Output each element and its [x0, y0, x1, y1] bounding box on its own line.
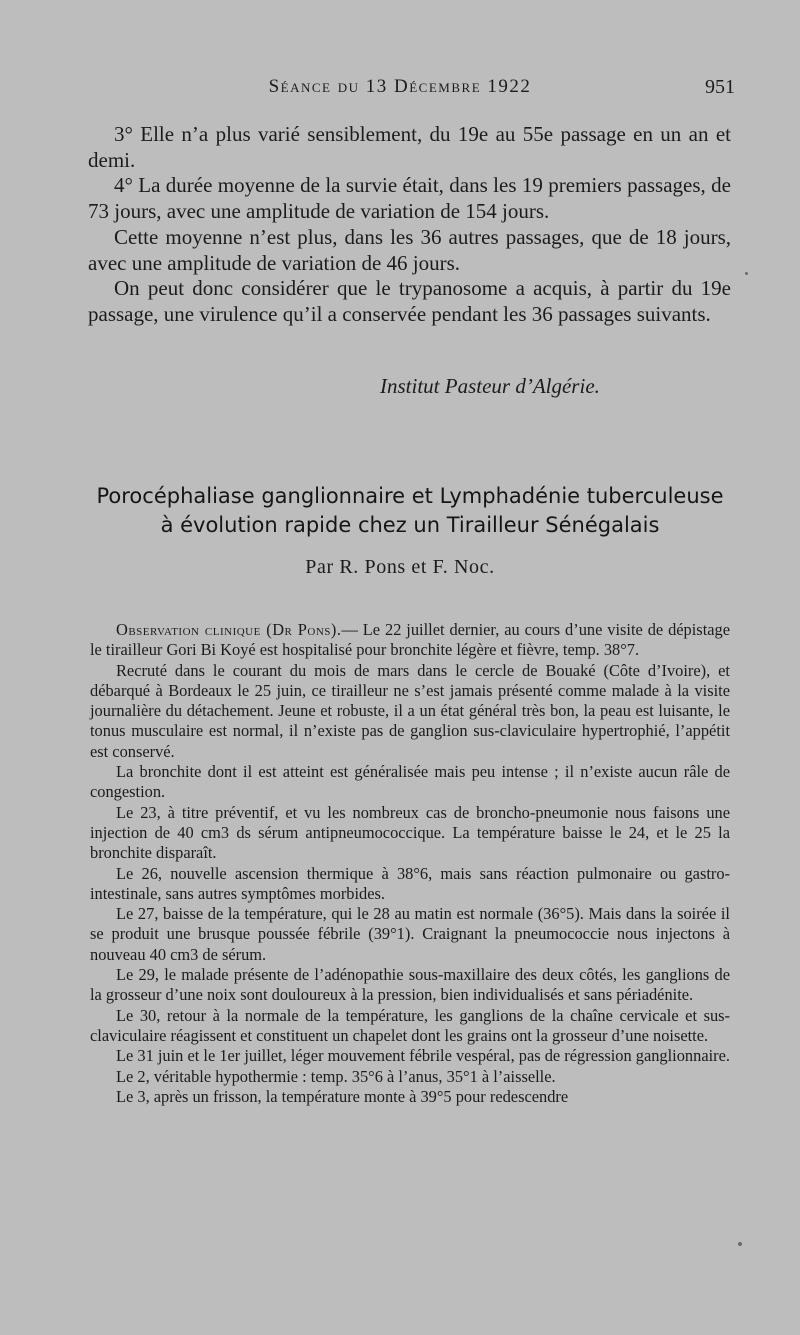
page-number: 951	[705, 76, 735, 98]
observation-text: — Le 22 juillet dernier, au cours d’une visite de dépistage le tirailleur Gori Bi Koyé est hospitalisé pour bronchite légère et fièvre, temp. 38°7.	[90, 620, 730, 660]
paragraph	[90, 620, 730, 661]
article-body	[90, 620, 730, 1107]
preceding-article-conclusion	[88, 122, 731, 328]
paragraph: Le 23, à titre préventif, et vu les nombreux cas de broncho-pneumonie nous faisons une injection de 40 cm3 ds sérum antipneumococcique. La température baisse le 24, et le 25 la bronchite disparaît.	[90, 802, 730, 863]
paragraph: Le 29, le malade présente de l’adénopathie sous-maxillaire des deux côtés, les ganglions de la grosseur d’une noix sont douloureux à la pression, bien individualisés et sans périadénite.	[90, 965, 730, 1005]
paragraph: Le 3, après un frisson, la température monte à 39°5 pour redescendre	[116, 1086, 569, 1106]
observation-label: Observation clinique (Dr Pons).	[116, 620, 342, 639]
paragraph: Recruté dans le courant du mois de mars dans le cercle de Bouaké (Côte d’Ivoire), et débarqué à Bordeaux le 25 juin, ce tirailleur ne s’est jamais présenté comme malade à la visite journalière du détachement. Jeune et robuste, il a un état général très bon, la peau est luisante, le tonus musculaire est normal, il n’existe pas de ganglion sus-claviculaire hypertrophié, l’appétit est conservé.	[90, 660, 730, 761]
paragraph: La bronchite dont il est atteint est généralisée mais peu intense ; il n’existe aucun râle de congestion.	[90, 762, 730, 802]
paragraph: 3° Elle n’a plus varié sensiblement, du 19e au 55e passage en un an et demi.	[88, 122, 731, 172]
paragraph: Le 26, nouvelle ascension thermique à 38°6, mais sans réaction pulmonaire ou gastro-intestinale, sans autres symptômes morbides.	[90, 863, 730, 903]
paragraph: Le 31 juin et le 1er juillet, léger mouvement fébrile vespéral, pas de régression ganglionnaire.	[116, 1046, 730, 1066]
article-title	[60, 482, 760, 540]
running-title: Séance du 13 Décembre 1922	[268, 76, 532, 97]
paragraph: Le 30, retour à la normale de la température, les ganglions de la chaîne cervicale et sus-claviculaire réagissent et constituent un chapelet dont les grains ont la grosseur d’une noisette.	[90, 1005, 730, 1045]
paragraph: Le 27, baisse de la température, qui le 28 au matin est normale (36°5). Mais dans la soirée il se produit une brusque poussée fébrile (39°1). Craignant la pneumococcie nous injectons à nouveau 40 cm3 de sérum.	[90, 904, 730, 964]
paragraph: On peut donc considérer que le trypanosome a acquis, à partir du 19e passage, une virulence qu’il a conservée pendant les 36 passages suivants.	[88, 276, 731, 326]
article-title-line: Porocéphaliase ganglionnaire et Lymphadénie tuberculeuse	[96, 484, 724, 508]
article-authors: Par R. Pons et F. Noc.	[305, 556, 495, 578]
paper-speck	[745, 272, 748, 275]
institution-signature: Institut Pasteur d’Algérie.	[380, 374, 600, 398]
paragraph: Cette moyenne n’est plus, dans les 36 autres passages, que de 18 jours, avec une amplitude de variation de 46 jours.	[88, 224, 731, 275]
article-title-line: à évolution rapide chez un Tirailleur Sénégalais	[160, 513, 660, 537]
paragraph: 4° La durée moyenne de la survie était, dans les 19 premiers passages, de 73 jours, avec une amplitude de variation de 154 jours.	[88, 173, 731, 224]
running-header	[0, 76, 800, 100]
paragraph: Le 2, véritable hypothermie : temp. 35°6 à l’anus, 35°1 à l’aisselle.	[116, 1066, 556, 1086]
paper-speck	[738, 1242, 742, 1246]
